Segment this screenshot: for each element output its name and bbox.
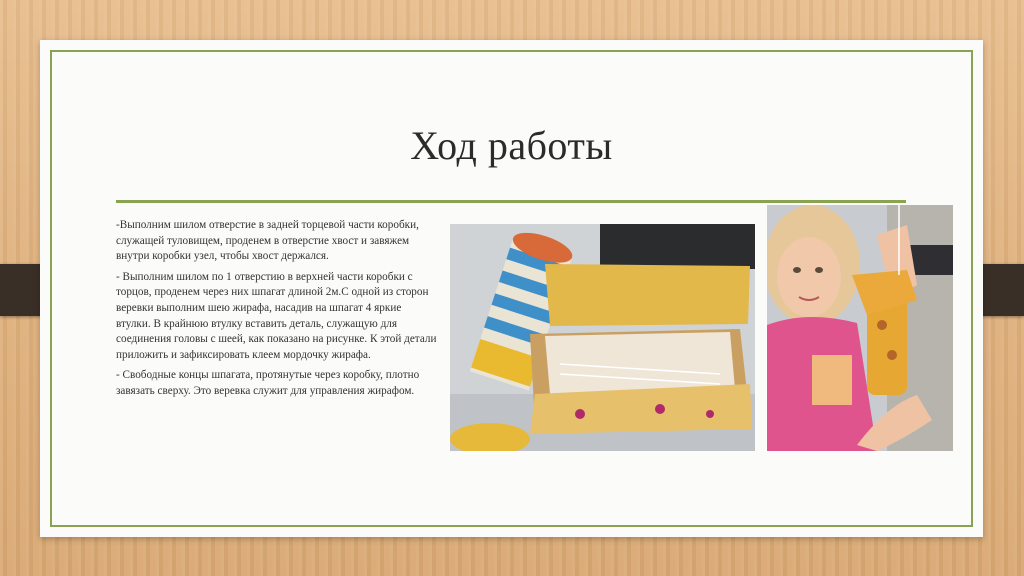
paragraph-1: -Выполним шилом отверстие в задней торцевой части коробки, служащей туловищем, проденем в отверстие хвост и завяжем внутри коробки узел, чтобы хвост держался.	[116, 219, 419, 263]
child-with-giraffe-photo	[767, 205, 953, 451]
paragraph-3: - Свободные концы шпагата, протянутые через коробку, плотно завязать сверху. Это веревка служит для управления жирафом.	[116, 369, 420, 397]
body-text	[116, 218, 438, 405]
slide	[40, 40, 983, 537]
craft-box-photo	[450, 224, 755, 451]
title-underline	[116, 200, 906, 203]
paragraph-2: - Выполним шилом по 1 отверстию в верхней части коробки с торцов, проденем через них шпагат длиной 2м.С одной из сторон веревки выполним шею жирафа, насадив на шпагат 4 яркие втулки. В крайнюю втулку вставить деталь, служащую для соединения головы с шеей, как показано на рисунке. К этой детали приложить и зафиксировать клеем мордочку жирафа.	[116, 270, 437, 361]
slide-title: Ход работы	[410, 123, 613, 168]
